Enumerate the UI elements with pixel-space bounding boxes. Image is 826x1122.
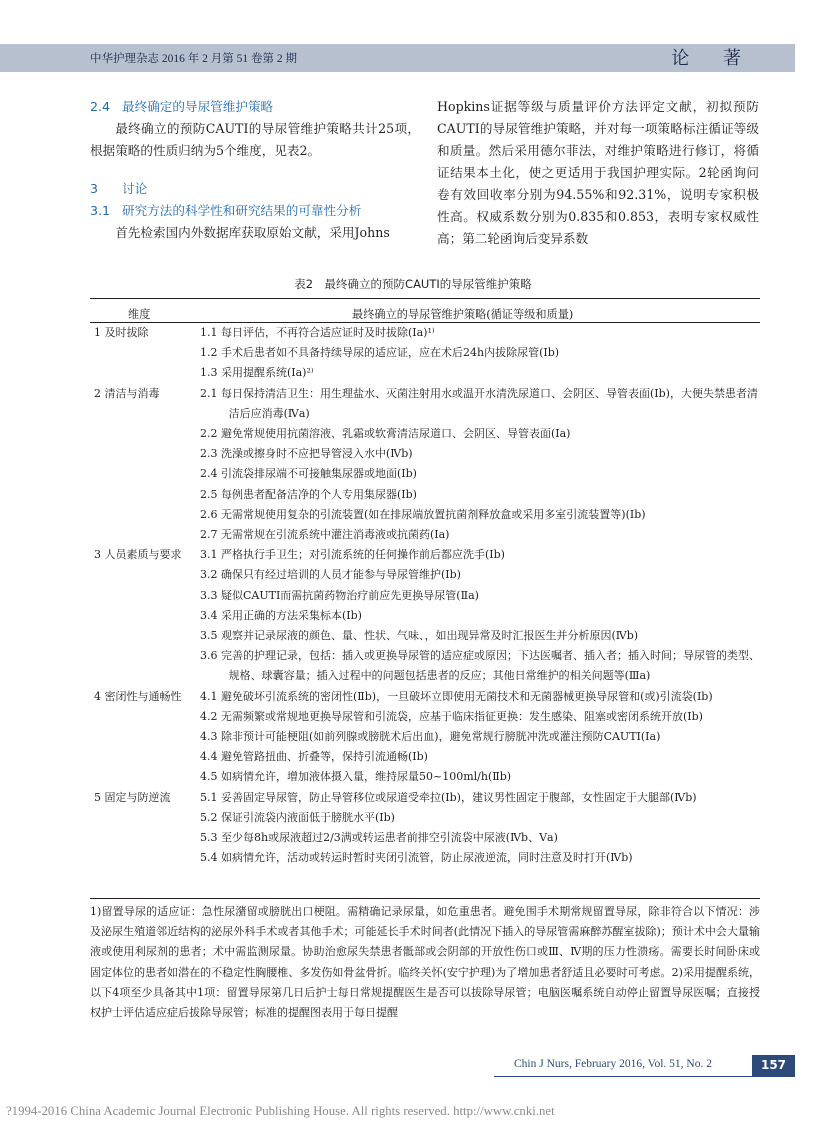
strategy-text: 2.6 无需常规使用复杂的引流装置(如在排尿端放置抗菌剂释放盒或采用多室引流装置等)(Ⅰb)	[200, 507, 646, 521]
strategy-text: 1.2 手术后患者如不具备持续导尿的适应证，应在术后24h内拔除尿管(Ⅰb)	[200, 346, 560, 360]
dimension-cell	[90, 606, 200, 626]
strategy-cell	[200, 727, 760, 747]
table-row	[90, 626, 760, 646]
dimension-cell	[90, 848, 200, 868]
table-row	[90, 525, 760, 545]
table-row	[90, 424, 760, 444]
heading-3	[90, 178, 420, 200]
strategy-text: 2.4 引流袋排尿端不可接触集尿器或地面(Ⅰb)	[200, 467, 417, 481]
strategy-text: 5.3 至少每8h或尿液超过2/3满或转运患者前排空引流袋中尿液(Ⅳb、Ⅴa)	[200, 831, 558, 845]
table-row	[90, 545, 760, 565]
dimension-cell	[90, 626, 200, 646]
strategy-cell	[200, 747, 760, 767]
strategy-cell	[200, 444, 760, 464]
strategy-cell	[200, 424, 760, 444]
strategy-text: 1.3 采用提醒系统(Ⅰa)²⁾	[200, 366, 314, 380]
table-row	[90, 323, 760, 343]
table-row	[90, 828, 760, 848]
table-row	[90, 747, 760, 767]
column-header-dimension: 维度	[128, 308, 151, 321]
dimension-cell	[90, 525, 200, 545]
dimension-cell	[90, 565, 200, 585]
strategy-cell	[200, 363, 760, 383]
dimension-cell	[90, 485, 200, 505]
dimension-cell	[90, 808, 200, 828]
table-row	[90, 848, 760, 868]
strategy-text: 5.1 妥善固定导尿管，防止导管移位或尿道受牵拉(Ⅰb)，建议男性固定于腹部，女性固定于大腿部(Ⅳb)	[200, 790, 697, 804]
table-row	[90, 363, 760, 383]
dimension-cell	[90, 747, 200, 767]
column-header-strategy: 最终确立的导尿管维护策略(循证等级和质量)	[352, 308, 574, 321]
heading-number: 3	[90, 181, 99, 196]
dimension-cell	[90, 424, 200, 444]
strategy-text: 3.4 采用正确的方法采集标本(Ⅰb)	[200, 608, 362, 622]
dimension-cell: 3 人员素质与要求	[94, 548, 182, 562]
strategy-cell	[200, 586, 760, 606]
table-row	[90, 707, 760, 727]
table-row	[90, 586, 760, 606]
strategy-cell	[200, 505, 760, 525]
strategy-cell	[200, 848, 760, 868]
strategy-text: 5.2 保证引流袋内液面低于膀胱水平(Ⅰb)	[200, 810, 395, 824]
dimension-cell	[90, 586, 200, 606]
dimension-cell	[90, 646, 200, 686]
strategy-text: 5.4 如病情允许，活动或转运时暂时夹闭引流管，防止尿液逆流，同时注意及时打开(Ⅳb)	[200, 851, 633, 865]
strategy-cell	[200, 767, 760, 787]
strategy-text: 3.5 观察并记录尿液的颜色、量、性状、气味、，如出现异常及时汇报医生并分析原因(Ⅳb)	[200, 629, 639, 643]
table-row	[90, 343, 760, 363]
table-row	[90, 384, 760, 424]
heading-title: 讨论	[122, 181, 148, 196]
heading-title: 最终确定的导尿管维护策略	[122, 99, 274, 114]
strategy-cell	[200, 464, 760, 484]
strategy-text: 2.2 避免常规使用抗菌溶液、乳霜或软膏清洁尿道口、会阴区、导管表面(Ⅰa)	[200, 427, 571, 441]
strategy-cell	[200, 323, 760, 343]
strategy-text: 3.6 完善的护理记录，包括：插入或更换导尿管的适应症或原因；下达医嘱者、插入者；插入时间；导尿管的类型、规格、球囊容量；插入过程中的问题包括患者的反应；其他日常维护的相关问题等(Ⅲa)	[200, 649, 760, 683]
strategy-cell	[200, 343, 760, 363]
dimension-cell	[90, 464, 200, 484]
strategy-text: 4.1 避免破坏引流系统的密闭性(Ⅱb)，一旦破坏立即使用无菌技术和无菌器械更换导尿管和(或)引流袋(Ⅰb)	[200, 689, 713, 703]
strategy-cell	[200, 808, 760, 828]
strategy-text: 4.4 避免管路扭曲、折叠等，保持引流通畅(Ⅰb)	[200, 750, 428, 764]
dimension-cell	[90, 727, 200, 747]
heading-title: 研究方法的科学性和研究结果的可靠性分析	[122, 203, 362, 218]
table-bottom-rule	[90, 898, 760, 899]
strategy-cell	[200, 565, 760, 585]
table-row	[90, 687, 760, 707]
table-top-rule	[90, 298, 760, 299]
table-row	[90, 788, 760, 808]
table-row	[90, 505, 760, 525]
dimension-cell	[90, 343, 200, 363]
table-row	[90, 606, 760, 626]
table-row	[90, 464, 760, 484]
strategy-cell	[200, 707, 760, 727]
strategy-text: 4.3 除非预计可能梗阻(如前列腺或膀胱术后出血)，避免常规行膀胱冲洗或灌注预防CAUTI(Ⅰa)	[200, 730, 661, 744]
strategy-cell	[200, 828, 760, 848]
footer-citation: Chin J Nurs, February 2016, Vol. 51, No. 2	[514, 1058, 712, 1070]
table-caption: 表2 最终确立的预防CAUTI的导尿管维护策略	[294, 277, 532, 291]
dimension-cell: 5 固定与防逆流	[94, 790, 171, 804]
table-notes: 1)留置导尿的适应证：急性尿潴留或膀胱出口梗阻。需精确记录尿量，如危重患者。避免围手术期常规留置导尿，除非符合以下情况：涉及泌尿生殖道邻近结构的泌尿外科手术或者其他手术；可能延长手术时间者(此情况下插入的导尿管需麻醉苏醒室拔除)；预计术中会大量输液或使用利尿剂的患者；术中需监测尿量。协助治愈尿失禁患者骶部或会阴部的开放性伤口或Ⅲ、Ⅳ期的压力性溃疡。需要长时间卧床或固定体位的患者如潜在的不稳定性胸腰椎、多发伤如骨盆骨折。临终关怀(安宁护理)为了增加患者舒适且必要时可考虑。2)采用提醒系统，以下4项至少具备其中1项：留置导尿第几日后护士每日常规提醒医生是否可以拔除导尿管；电脑医嘱系统自动停止留置导尿医嘱；直接授权护士评估适应症后拔除导尿管；标准的提醒图表用于每日提醒	[90, 905, 760, 1020]
heading-2-4	[90, 96, 420, 118]
dimension-cell: 4 密闭性与通畅性	[94, 689, 182, 703]
paragraph: Hopkins证据等级与质量评价方法评定文献，初拟预防CAUTI的导尿管维护策略，并对每一项策略标注循证等级和质量。然后采用德尔菲法，对维护策略进行修订，将循证结果本土化，使之更适用于我国护理实际。2轮函询问卷有效回收率分别为94.55%和92.31%，说明专家积极性高。权威系数分别为0.835和0.853，表明专家权威性高；第二轮函询后变异系数	[437, 99, 759, 246]
running-header	[0, 44, 795, 72]
strategy-text: 2.5 每例患者配备洁净的个人专用集尿器(Ⅰb)	[200, 487, 417, 501]
dimension-cell: 1 及时拔除	[94, 326, 149, 339]
strategy-text: 3.2 确保只有经过培训的人员才能参与导尿管维护(Ⅰb)	[200, 568, 461, 582]
strategy-text: 2.7 无需常规在引流系统中灌注消毒液或抗菌药(Ⅰa)	[200, 528, 450, 542]
strategy-text: 2.3 洗澡或擦身时不应把导管浸入水中(Ⅳb)	[200, 447, 413, 461]
table-row	[90, 727, 760, 747]
table-row	[90, 808, 760, 828]
strategy-text: 4.2 无需频繁或常规地更换导尿管和引流袋，应基于临床指征更换：发生感染、阻塞或密闭系统开放(Ⅰb)	[200, 709, 703, 723]
strategy-cell	[200, 687, 760, 707]
strategy-text: 4.5 如病情允许，增加液体摄入量，维持尿量50~100ml/h(Ⅱb)	[200, 770, 512, 784]
right-column	[437, 96, 759, 250]
heading-3-1	[90, 200, 420, 222]
dimension-cell	[90, 707, 200, 727]
paragraph: 最终确立的预防CAUTI的导尿管维护策略共计25项，根据策略的性质归纳为5个维度，见表2。	[90, 121, 420, 158]
strategy-cell	[200, 606, 760, 626]
strategy-cell	[200, 788, 760, 808]
strategy-text: 3.3 疑似CAUTI而需抗菌药物治疗前应先更换导尿管(Ⅱa)	[200, 588, 479, 602]
dimension-cell	[90, 828, 200, 848]
strategy-cell	[200, 525, 760, 545]
dimension-cell	[90, 505, 200, 525]
strategy-cell	[200, 646, 760, 686]
section-label: 论 著	[671, 48, 755, 69]
table-row	[90, 646, 760, 686]
strategy-text: 3.1 严格执行手卫生；对引流系统的任何操作前后都应洗手(Ⅰb)	[200, 548, 505, 562]
table-row	[90, 444, 760, 464]
dimension-cell	[90, 444, 200, 464]
footer-rule	[494, 1076, 795, 1077]
strategy-text: 2.1 每日保持清洁卫生：用生理盐水、灭菌注射用水或温开水清洗尿道口、会阴区、导管表面(Ⅰb)，大便失禁患者清洁后应消毒(Ⅳa)	[200, 386, 758, 420]
table-row	[90, 485, 760, 505]
left-column	[90, 96, 420, 244]
table-row	[90, 767, 760, 787]
table-body	[90, 323, 760, 868]
strategy-cell	[200, 485, 760, 505]
page-number: 157	[752, 1055, 795, 1076]
strategy-cell	[200, 545, 760, 565]
journal-issue: 中华护理杂志 2016 年 2 月第 51 卷第 2 期	[90, 53, 297, 65]
dimension-cell: 2 清洁与消毒	[94, 386, 160, 400]
paragraph: 首先检索国内外数据库获取原始文献，采用Johns	[115, 225, 390, 240]
strategy-cell	[200, 626, 760, 646]
copyright-notice: ?1994-2016 China Academic Journal Electronic Publishing House. All rights reserved. http://www.cnki.net	[6, 1104, 555, 1118]
heading-number: 3.1	[90, 203, 111, 218]
strategy-text: 1.1 每日评估，不再符合适应证时及时拔除(Ⅰa)¹⁾	[200, 326, 435, 339]
dimension-cell	[90, 363, 200, 383]
table-row	[90, 565, 760, 585]
heading-number: 2.4	[90, 99, 111, 114]
strategy-cell	[200, 384, 760, 424]
dimension-cell	[90, 767, 200, 787]
